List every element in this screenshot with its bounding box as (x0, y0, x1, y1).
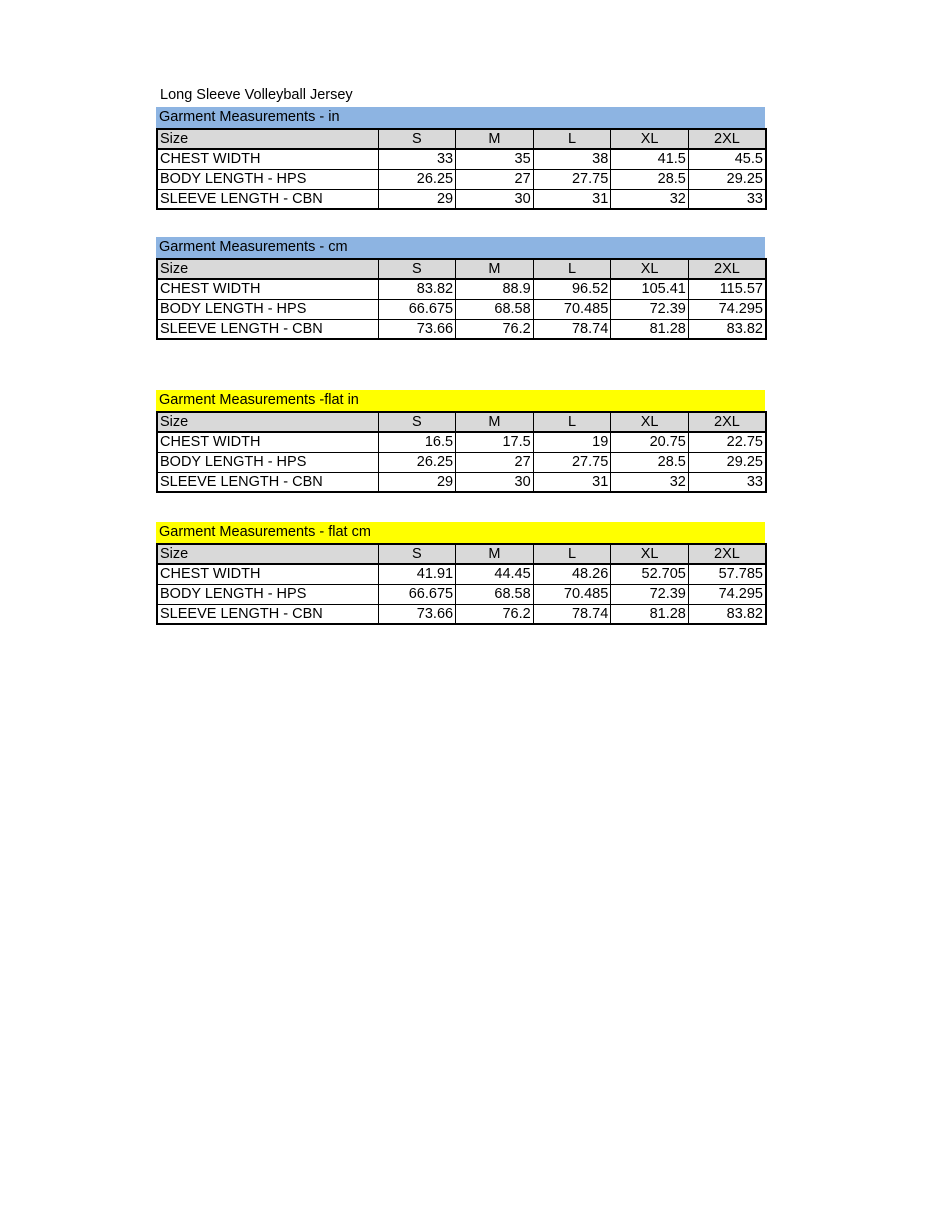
value-cell: 20.75 (611, 432, 689, 452)
value-cell: 27 (456, 169, 534, 189)
row-label: SLEEVE LENGTH - CBN (157, 472, 378, 492)
value-cell: 31 (533, 189, 611, 209)
value-cell: 35 (456, 149, 534, 169)
value-cell: 29 (378, 472, 456, 492)
table-row (157, 279, 766, 299)
value-cell: 68.58 (456, 584, 534, 604)
value-cell: 96.52 (533, 279, 611, 299)
table-row (157, 432, 766, 452)
measurements-in-heading: Garment Measurements - in (156, 107, 765, 128)
row-label: CHEST WIDTH (157, 279, 378, 299)
size-cell: S (378, 259, 456, 279)
value-cell: 83.82 (378, 279, 456, 299)
row-label: BODY LENGTH - HPS (157, 584, 378, 604)
size-cell: XL (611, 129, 689, 149)
size-cell: 2XL (688, 129, 766, 149)
measurements-cm-heading: Garment Measurements - cm (156, 237, 765, 258)
value-cell: 74.295 (688, 299, 766, 319)
value-cell: 27 (456, 452, 534, 472)
value-cell: 33 (378, 149, 456, 169)
value-cell: 30 (456, 472, 534, 492)
size-cell: M (456, 544, 534, 564)
table-header-row (157, 259, 766, 279)
table-row (157, 189, 766, 209)
size-header-cell: Size (157, 412, 378, 432)
measurements-in-table (156, 128, 767, 210)
value-cell: 41.5 (611, 149, 689, 169)
table-row (157, 319, 766, 339)
size-cell: S (378, 544, 456, 564)
table-row (157, 169, 766, 189)
measurements-in-block (156, 107, 765, 210)
value-cell: 33 (688, 189, 766, 209)
table-row (157, 584, 766, 604)
row-label: CHEST WIDTH (157, 564, 378, 584)
table-header-row (157, 544, 766, 564)
value-cell: 26.25 (378, 452, 456, 472)
value-cell: 31 (533, 472, 611, 492)
size-cell: 2XL (688, 259, 766, 279)
measurements-flat-cm-table (156, 543, 767, 625)
table-row (157, 299, 766, 319)
measurements-flat-in-table (156, 411, 767, 493)
row-label: BODY LENGTH - HPS (157, 299, 378, 319)
value-cell: 30 (456, 189, 534, 209)
value-cell: 19 (533, 432, 611, 452)
value-cell: 72.39 (611, 299, 689, 319)
value-cell: 68.58 (456, 299, 534, 319)
value-cell: 41.91 (378, 564, 456, 584)
value-cell: 81.28 (611, 319, 689, 339)
value-cell: 17.5 (456, 432, 534, 452)
value-cell: 83.82 (688, 604, 766, 624)
value-cell: 28.5 (611, 452, 689, 472)
table-row (157, 452, 766, 472)
value-cell: 83.82 (688, 319, 766, 339)
value-cell: 26.25 (378, 169, 456, 189)
table-row (157, 564, 766, 584)
size-cell: S (378, 129, 456, 149)
measurements-cm-table (156, 258, 767, 340)
value-cell: 70.485 (533, 299, 611, 319)
value-cell: 78.74 (533, 604, 611, 624)
row-label: SLEEVE LENGTH - CBN (157, 189, 378, 209)
value-cell: 57.785 (688, 564, 766, 584)
size-cell: M (456, 412, 534, 432)
value-cell: 27.75 (533, 452, 611, 472)
row-label: CHEST WIDTH (157, 149, 378, 169)
size-cell: 2XL (688, 412, 766, 432)
value-cell: 76.2 (456, 319, 534, 339)
value-cell: 74.295 (688, 584, 766, 604)
value-cell: 78.74 (533, 319, 611, 339)
value-cell: 29.25 (688, 452, 766, 472)
row-label: SLEEVE LENGTH - CBN (157, 604, 378, 624)
value-cell: 73.66 (378, 604, 456, 624)
size-cell: XL (611, 259, 689, 279)
value-cell: 70.485 (533, 584, 611, 604)
row-label: CHEST WIDTH (157, 432, 378, 452)
value-cell: 66.675 (378, 584, 456, 604)
value-cell: 29 (378, 189, 456, 209)
row-label: BODY LENGTH - HPS (157, 452, 378, 472)
size-cell: M (456, 259, 534, 279)
table-row (157, 472, 766, 492)
size-cell: S (378, 412, 456, 432)
table-header-row (157, 129, 766, 149)
value-cell: 66.675 (378, 299, 456, 319)
size-cell: L (533, 544, 611, 564)
row-label: SLEEVE LENGTH - CBN (157, 319, 378, 339)
measurements-flat-cm-heading: Garment Measurements - flat cm (156, 522, 765, 543)
size-cell: L (533, 259, 611, 279)
value-cell: 81.28 (611, 604, 689, 624)
value-cell: 27.75 (533, 169, 611, 189)
value-cell: 33 (688, 472, 766, 492)
table-row (157, 149, 766, 169)
value-cell: 105.41 (611, 279, 689, 299)
size-cell: 2XL (688, 544, 766, 564)
size-header-cell: Size (157, 129, 378, 149)
value-cell: 72.39 (611, 584, 689, 604)
value-cell: 32 (611, 472, 689, 492)
page-title: Long Sleeve Volleyball Jersey (160, 87, 353, 103)
measurements-flat-cm-block (156, 522, 765, 625)
value-cell: 29.25 (688, 169, 766, 189)
value-cell: 22.75 (688, 432, 766, 452)
size-cell: L (533, 129, 611, 149)
value-cell: 44.45 (456, 564, 534, 584)
value-cell: 48.26 (533, 564, 611, 584)
value-cell: 32 (611, 189, 689, 209)
value-cell: 38 (533, 149, 611, 169)
value-cell: 52.705 (611, 564, 689, 584)
table-row (157, 604, 766, 624)
value-cell: 115.57 (688, 279, 766, 299)
value-cell: 73.66 (378, 319, 456, 339)
value-cell: 45.5 (688, 149, 766, 169)
measurements-flat-in-block (156, 390, 765, 493)
size-cell: XL (611, 544, 689, 564)
measurements-flat-in-heading: Garment Measurements -flat in (156, 390, 765, 411)
size-header-cell: Size (157, 544, 378, 564)
value-cell: 16.5 (378, 432, 456, 452)
measurements-cm-block (156, 237, 765, 340)
size-cell: M (456, 129, 534, 149)
value-cell: 28.5 (611, 169, 689, 189)
size-header-cell: Size (157, 259, 378, 279)
size-cell: L (533, 412, 611, 432)
size-cell: XL (611, 412, 689, 432)
value-cell: 76.2 (456, 604, 534, 624)
row-label: BODY LENGTH - HPS (157, 169, 378, 189)
table-header-row (157, 412, 766, 432)
value-cell: 88.9 (456, 279, 534, 299)
